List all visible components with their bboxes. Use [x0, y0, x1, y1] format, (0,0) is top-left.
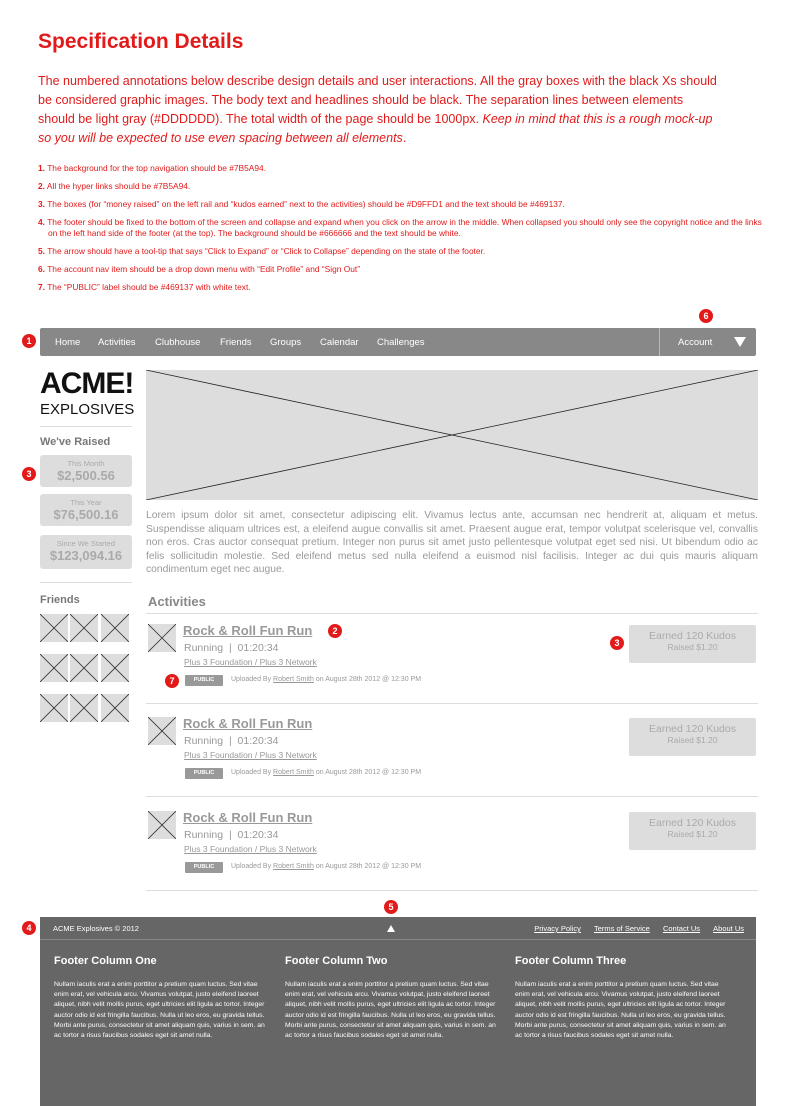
- spec-note-text: The boxes (for “money raised” on the left rail and “kudos earned” next to the activities) should be #D9FFD1 and the text should be #469137.: [47, 199, 565, 209]
- image-placeholder-icon: [40, 614, 68, 642]
- annotation-marker-3: 3: [610, 636, 624, 650]
- spec-note-num: 4.: [38, 217, 45, 227]
- kudos-earned: Earned 120 Kudos: [649, 630, 736, 642]
- separator: |: [223, 642, 238, 654]
- body-text: Lorem ipsum dolor sit amet, consectetur adipiscing elit. Vivamus lectus ante, accumsan nec hendrerit at, aliquam et metus. Suspendisse aliquam ultrices est, a eleifend augue convallis sit amet. Praesent augue erat, tempor volutpat scelerisque vel, convallis non eros. Cras auctor consequat pretium. Integer non purus sit amet justo pellentesque volutpat eget sed nisi. Ut bibendum odio ac felis sollicitudin molestie. Sed eleifend metus sed nulla eleifend a euismod nisl facilisis. Integer ac dui quis mauris aliquam condimentum eget nec augue.: [146, 510, 758, 575]
- activity-time: 01:20:34: [237, 829, 279, 841]
- divider: [146, 703, 758, 704]
- activity-thumbnail[interactable]: [148, 717, 176, 745]
- uploaded-by: [231, 769, 421, 776]
- spec-intro: [38, 72, 718, 148]
- annotation-marker-2: 2: [328, 624, 342, 638]
- nav-calendar[interactable]: Calendar: [320, 337, 359, 348]
- footer-column-title: Footer Column Three: [515, 955, 627, 967]
- spec-note: [38, 181, 768, 192]
- spec-note-text: The arrow should have a tool-tip that says “Click to Expand” or “Click to Collapse” depending on the state of the footer.: [47, 246, 486, 256]
- activity-meta: [184, 735, 278, 747]
- spec-intro-text: The numbered annotations below describe design details and user interactions. All the gray boxes with the black Xs should be considered graphic images. The body text and headlines should be black. The separation lines between elements should be light gray (#DDDDDD). The total width of the page should be 1000px.: [38, 74, 717, 126]
- footer-column-title: Footer Column One: [54, 955, 157, 967]
- spec-note-num: 1.: [38, 163, 45, 173]
- friend-avatar[interactable]: [101, 654, 129, 682]
- spec-note: [38, 282, 768, 293]
- logo-subtitle: EXPLOSIVES: [40, 401, 135, 418]
- activity-title-link[interactable]: Rock & Roll Fun Run: [183, 623, 313, 638]
- spec-note: [38, 264, 768, 275]
- money-raised-box: [40, 535, 132, 569]
- divider: [146, 890, 758, 891]
- image-placeholder-icon: [148, 717, 176, 745]
- spec-note-text: The “PUBLIC” label should be #469137 with white text.: [47, 282, 251, 292]
- activity-thumbnail[interactable]: [148, 624, 176, 652]
- divider: [40, 426, 132, 427]
- nav-activities[interactable]: Activities: [98, 337, 136, 348]
- nav-challenges[interactable]: Challenges: [377, 337, 425, 348]
- spec-note-text: All the hyper links should be #7B5A94.: [46, 181, 191, 191]
- public-badge: PUBLIC: [185, 675, 223, 686]
- uploader-link[interactable]: Robert Smith: [273, 676, 314, 683]
- footer-link-privacy[interactable]: Privacy Policy: [534, 924, 581, 933]
- kudos-earned: Earned 120 Kudos: [649, 817, 736, 829]
- image-placeholder-icon: [146, 370, 758, 500]
- spec-note-num: 7.: [38, 282, 45, 292]
- spec-note-num: 3.: [38, 199, 45, 209]
- footer-column: [54, 955, 269, 1041]
- spec-note-text: The footer should be fixed to the bottom of the screen and collapse and expand when you click on the arrow in the middle. When collapsed you should only see the copyright notice and the links on the left hand side of the footer (at the top). The background should be #666666 and the text should be white.: [47, 217, 762, 238]
- footer: [40, 917, 756, 1106]
- footer-link-contact[interactable]: Contact Us: [662, 924, 701, 933]
- logo[interactable]: ACME!: [40, 367, 134, 400]
- footer-column-text: Nullam iaculis erat a enim porttitor a pretium quam luctus. Sed vitae enim erat, vel vehicula arcu. Vivamus volutpat, justo eleifend laoreet aliquet, nibh velit mollis purus, eget ultricies elit ligula ac tortor. Integer auctor odio id est fringilla faucibus. Nulla ut leo eros, eu gravida tellus. Morbi ante purus, consectetur sit amet aliquam quis, varius in sem. an ac tortor a risus faucibus sodales eget sit amet nulla.: [54, 981, 265, 1040]
- image-placeholder-icon: [70, 654, 98, 682]
- spec-title: Specification Details: [38, 30, 244, 53]
- money-raised-box: [40, 455, 132, 487]
- spec-intro-emphasis: Keep in mind that this is a rough mock-up so you will be expected to use even spacing between all elements: [38, 112, 713, 145]
- image-placeholder-icon: [70, 694, 98, 722]
- activity-title-link[interactable]: Rock & Roll Fun Run: [183, 716, 313, 731]
- money-label: This Month: [67, 459, 105, 468]
- footer-column-title: Footer Column Two: [285, 955, 388, 967]
- activity-meta: [184, 642, 278, 654]
- nav-home[interactable]: Home: [55, 337, 81, 348]
- uploaded-by: [231, 863, 421, 870]
- copyright: ACME Explosives © 2012: [53, 924, 139, 933]
- uploaded-label: Uploaded By: [231, 769, 272, 776]
- divider: [146, 796, 758, 797]
- friend-avatar[interactable]: [40, 614, 68, 642]
- top-navigation: [40, 328, 756, 356]
- dropdown-arrow-icon: [734, 337, 746, 347]
- nav-groups[interactable]: Groups: [270, 337, 302, 348]
- footer-link-about[interactable]: About Us: [713, 924, 744, 933]
- kudos-box: [629, 812, 756, 850]
- spec-note-num: 2.: [38, 181, 45, 191]
- spec-note-text: The background for the top navigation should be #7B5A94.: [47, 163, 267, 173]
- money-value: $2,500.56: [57, 468, 115, 483]
- annotation-marker-4: 4: [22, 921, 36, 935]
- activity-organization-link[interactable]: Plus 3 Foundation / Plus 3 Network: [184, 657, 317, 667]
- activity-organization-link[interactable]: Plus 3 Foundation / Plus 3 Network: [184, 844, 317, 854]
- raised-heading: We've Raised: [40, 436, 111, 448]
- activity-sport: Running: [184, 829, 224, 841]
- activity-title-link[interactable]: Rock & Roll Fun Run: [183, 810, 313, 825]
- footer-column-text: Nullam iaculis erat a enim porttitor a pretium quam luctus. Sed vitae enim erat, vel vehicula arcu. Vivamus volutpat, justo eleifend laoreet aliquet, nibh velit mollis purus, eget ultricies elit ligula ac tortor. Integer auctor odio id est fringilla faucibus. Nulla ut leo eros, eu gravida tellus. Morbi ante purus, consectetur sit amet aliquam quis, varius in sem. an ac tortor a risus faucibus sodales eget sit amet nulla.: [515, 981, 726, 1040]
- upload-date: on August 28th 2012 @ 12:30 PM: [315, 769, 422, 776]
- spec-note: [38, 199, 768, 210]
- friend-avatar[interactable]: [101, 694, 129, 722]
- spec-note: [38, 246, 768, 257]
- kudos-box: [629, 718, 756, 756]
- public-badge: PUBLIC: [185, 768, 223, 779]
- image-placeholder-icon: [40, 694, 68, 722]
- kudos-raised: Raised $1.20: [667, 735, 718, 745]
- money-value: $123,094.16: [49, 548, 123, 563]
- separator: |: [223, 735, 238, 747]
- activity-thumbnail[interactable]: [148, 811, 176, 839]
- footer-column-text: Nullam iaculis erat a enim porttitor a pretium quam luctus. Sed vitae enim erat, vel vehicula arcu. Vivamus volutpat, justo eleifend laoreet aliquet, nibh velit mollis purus, eget ultricies elit ligula ac tortor. Integer auctor odio id est fringilla faucibus. Nulla ut leo eros, eu gravida tellus. Morbi ante purus, consectetur sit amet aliquam quis, varius in sem. an ac tortor a risus faucibus sodales eget sit amet nulla.: [285, 981, 496, 1040]
- annotation-marker-5: 5: [384, 900, 398, 914]
- image-placeholder-icon: [148, 624, 176, 652]
- footer-column: [515, 955, 730, 1041]
- spec-intro-end: .: [402, 131, 407, 145]
- uploader-link[interactable]: Robert Smith: [273, 769, 314, 776]
- image-placeholder-icon: [101, 694, 129, 722]
- friend-avatar[interactable]: [40, 694, 68, 722]
- activity-sport: Running: [184, 735, 224, 747]
- annotation-marker-3: 3: [22, 467, 36, 481]
- uploaded-label: Uploaded By: [231, 676, 272, 683]
- footer-link-terms[interactable]: Terms of Service: [593, 924, 650, 933]
- separator: |: [223, 829, 238, 841]
- annotation-marker-7: 7: [165, 674, 179, 688]
- friend-avatar[interactable]: [70, 694, 98, 722]
- money-label: This Year: [70, 498, 102, 507]
- activity-organization-link[interactable]: Plus 3 Foundation / Plus 3 Network: [184, 750, 317, 760]
- public-badge: PUBLIC: [185, 862, 223, 873]
- spec-note: [38, 163, 768, 174]
- friend-avatar[interactable]: [101, 614, 129, 642]
- uploader-link[interactable]: Robert Smith: [273, 863, 314, 870]
- divider: [40, 582, 132, 583]
- uploaded-label: Uploaded By: [231, 863, 272, 870]
- kudos-earned: Earned 120 Kudos: [649, 723, 736, 735]
- image-placeholder-icon: [101, 654, 129, 682]
- annotation-marker-1: 1: [22, 334, 36, 348]
- money-raised-box: [40, 494, 132, 526]
- friends-heading: Friends: [40, 594, 80, 606]
- annotation-marker-6: 6: [699, 309, 713, 323]
- activity-sport: Running: [184, 642, 224, 654]
- footer-column: [285, 955, 500, 1041]
- activities-heading: Activities: [148, 594, 206, 609]
- spec-note-text: The account nav item should be a drop down menu with “Edit Profile” and “Sign Out”: [47, 264, 361, 274]
- uploaded-by: [231, 676, 421, 683]
- activity-time: 01:20:34: [237, 735, 279, 747]
- friend-avatar[interactable]: [40, 654, 68, 682]
- nav-friends[interactable]: Friends: [220, 337, 252, 348]
- upload-date: on August 28th 2012 @ 12:30 PM: [315, 676, 422, 683]
- image-placeholder-icon: [148, 811, 176, 839]
- hero-image: [146, 370, 758, 500]
- footer-toggle-arrow-icon[interactable]: [387, 925, 395, 932]
- upload-date: on August 28th 2012 @ 12:30 PM: [315, 863, 422, 870]
- spec-note: [38, 217, 768, 239]
- kudos-raised: Raised $1.20: [667, 829, 718, 839]
- spec-notes: [38, 163, 768, 300]
- footer-divider: [40, 939, 756, 940]
- image-placeholder-icon: [70, 614, 98, 642]
- image-placeholder-icon: [101, 614, 129, 642]
- nav-clubhouse[interactable]: Clubhouse: [155, 337, 201, 348]
- image-placeholder-icon: [40, 654, 68, 682]
- spec-note-num: 5.: [38, 246, 45, 256]
- account-label: Account: [678, 337, 713, 348]
- money-value: $76,500.16: [53, 507, 119, 522]
- friend-avatar[interactable]: [70, 654, 98, 682]
- activity-time: 01:20:34: [237, 642, 279, 654]
- footer-links: [523, 924, 744, 933]
- money-label: Since We Started: [56, 539, 116, 548]
- kudos-box: [629, 625, 756, 663]
- activity-meta: [184, 829, 278, 841]
- account-menu[interactable]: [659, 328, 756, 356]
- kudos-raised: Raised $1.20: [667, 642, 718, 652]
- friend-avatar[interactable]: [70, 614, 98, 642]
- divider: [146, 613, 758, 614]
- spec-note-num: 6.: [38, 264, 45, 274]
